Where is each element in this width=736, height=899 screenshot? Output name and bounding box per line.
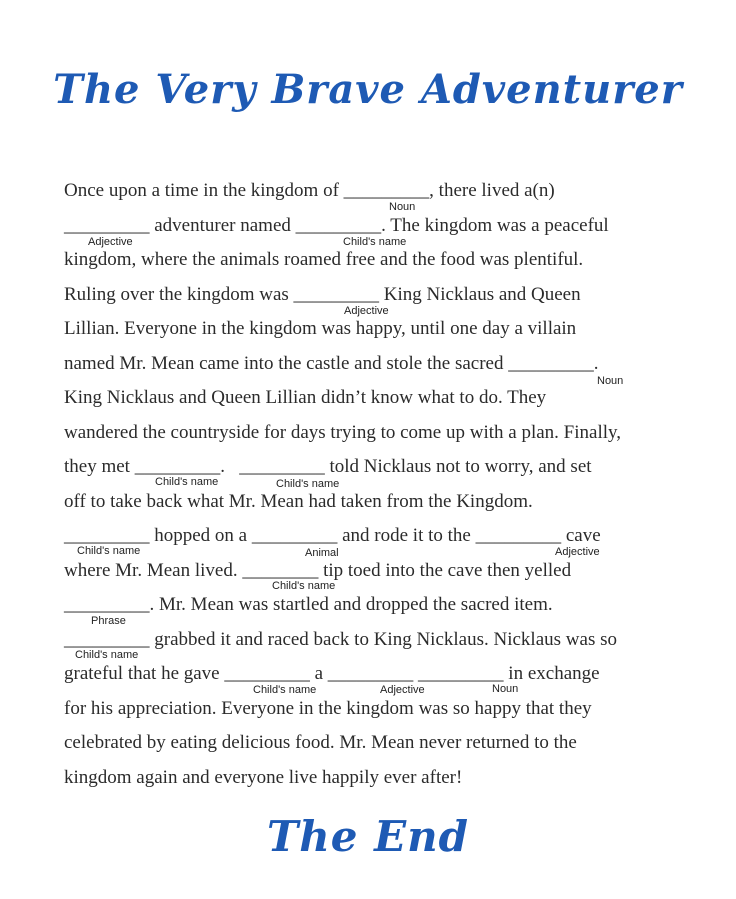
- story-line: _________ adventurer named _________. The kingdom was a peaceful: [64, 215, 609, 236]
- story-line: Once upon a time in the kingdom of _________, there lived a(n): [64, 180, 555, 201]
- blank-label: Child's name: [77, 545, 141, 557]
- blank-label: Noun: [597, 375, 624, 387]
- blank-label: Noun: [389, 201, 416, 213]
- blank-label: Child's name: [253, 684, 317, 696]
- story-line: _________. Mr. Mean was startled and dropped the sacred item.: [64, 594, 553, 615]
- story-line: named Mr. Mean came into the castle and stole the sacred _________.: [64, 353, 599, 374]
- story-line: they met _________. _________ told Nicklaus not to worry, and set: [64, 456, 592, 477]
- story-end: The End: [266, 812, 470, 861]
- story-line: kingdom again and everyone live happily ever after!: [64, 767, 463, 788]
- story-line: off to take back what Mr. Mean had taken from the Kingdom.: [64, 491, 533, 512]
- story-line: celebrated by eating delicious food. Mr. Mean never returned to the: [64, 732, 577, 753]
- story-line: wandered the countryside for days trying to come up with a plan. Finally,: [64, 422, 622, 443]
- story-line: King Nicklaus and Queen Lillian didn’t know what to do. They: [64, 387, 547, 408]
- story-line: for his appreciation. Everyone in the kingdom was so happy that they: [64, 698, 592, 719]
- story-line: _________ hopped on a _________ and rode it to the _________ cave: [64, 525, 601, 546]
- blank-label: Child's name: [343, 236, 407, 248]
- story-line: _________ grabbed it and raced back to King Nicklaus. Nicklaus was so: [64, 629, 617, 650]
- blank-label: Adjective: [555, 546, 600, 558]
- story-line: Lillian. Everyone in the kingdom was happy, until one day a villain: [64, 318, 577, 339]
- blank-label: Animal: [305, 547, 339, 559]
- story-title: The Very Brave Adventurer: [53, 66, 683, 113]
- blank-label: Child's name: [276, 478, 340, 490]
- blank-label: Child's name: [155, 476, 219, 488]
- blank-label: Adjective: [88, 236, 133, 248]
- blank-label: Adjective: [380, 684, 425, 696]
- blank-label: Adjective: [344, 305, 389, 317]
- story-line: kingdom, where the animals roamed free and the food was plentiful.: [64, 249, 584, 270]
- blank-label: Noun: [492, 683, 519, 695]
- story-line: grateful that he gave _________ a _________ _________ in exchange: [64, 663, 600, 684]
- story-line: where Mr. Mean lived. ________ tip toed into the cave then yelled: [64, 560, 572, 581]
- blank-label: Child's name: [75, 649, 139, 661]
- story-line: Ruling over the kingdom was _________ King Nicklaus and Queen: [64, 284, 581, 305]
- blank-label: Phrase: [91, 615, 126, 627]
- blank-label: Child's name: [272, 580, 336, 592]
